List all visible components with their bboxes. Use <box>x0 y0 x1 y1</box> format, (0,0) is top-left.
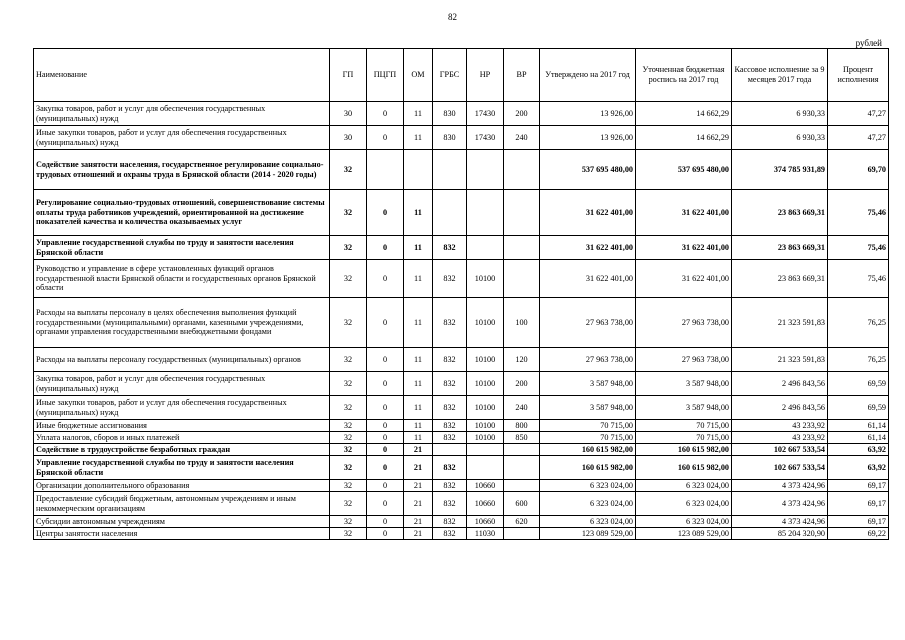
cell-grbs: 830 <box>433 102 467 126</box>
cell-om: 11 <box>404 420 433 432</box>
cell-refined: 70 715,00 <box>636 420 732 432</box>
cell-percent: 76,25 <box>828 298 889 348</box>
cell-gp: 32 <box>330 516 367 528</box>
cell-percent: 69,22 <box>828 528 889 540</box>
cell-gp: 32 <box>330 236 367 260</box>
cell-refined: 123 089 529,00 <box>636 528 732 540</box>
table-row <box>34 126 889 150</box>
table-row <box>34 348 889 372</box>
cell-grbs: 832 <box>433 396 467 420</box>
cell-pcgp: 0 <box>367 480 404 492</box>
table-header-row <box>34 49 889 102</box>
cell-percent: 61,14 <box>828 420 889 432</box>
cell-om: 21 <box>404 516 433 528</box>
cell-name: Содействие занятости населения, государственное регулирование социально-трудовых отношений и охраны труда в Брянской области (2014 - 2020 годы) <box>34 150 330 190</box>
cell-approved: 31 622 401,00 <box>540 236 636 260</box>
cell-gp: 30 <box>330 102 367 126</box>
cell-approved: 537 695 480,00 <box>540 150 636 190</box>
column-header: Уточненная бюджетная роспись на 2017 год <box>636 49 732 102</box>
cell-refined: 31 622 401,00 <box>636 260 732 298</box>
cell-pcgp: 0 <box>367 126 404 150</box>
cell-name: Расходы на выплаты персоналу государственных (муниципальных) органов <box>34 348 330 372</box>
cell-gp: 32 <box>330 150 367 190</box>
cell-name: Закупка товаров, работ и услуг для обеспечения государственных (муниципальных) нужд <box>34 102 330 126</box>
cell-percent: 69,59 <box>828 372 889 396</box>
cell-cash: 21 323 591,83 <box>732 298 828 348</box>
cell-grbs <box>433 444 467 456</box>
cell-vr <box>504 480 540 492</box>
cell-nr: 10100 <box>467 432 504 444</box>
cell-nr: 11030 <box>467 528 504 540</box>
cell-vr: 200 <box>504 372 540 396</box>
cell-grbs <box>433 150 467 190</box>
cell-nr: 17430 <box>467 102 504 126</box>
cell-approved: 3 587 948,00 <box>540 372 636 396</box>
cell-percent: 76,25 <box>828 348 889 372</box>
cell-vr: 600 <box>504 492 540 516</box>
cell-om: 11 <box>404 372 433 396</box>
cell-name: Расходы на выплаты персоналу в целях обеспечения выполнения функций государственными (муниципальными) органами, казенными учреждениями, органами управления государственными внебюджетными фондами <box>34 298 330 348</box>
cell-cash: 4 373 424,96 <box>732 480 828 492</box>
cell-vr: 120 <box>504 348 540 372</box>
cell-vr: 100 <box>504 298 540 348</box>
cell-grbs: 832 <box>433 298 467 348</box>
cell-pcgp: 0 <box>367 528 404 540</box>
cell-cash: 85 204 320,90 <box>732 528 828 540</box>
column-header: ГП <box>330 49 367 102</box>
cell-approved: 6 323 024,00 <box>540 516 636 528</box>
cell-om: 21 <box>404 456 433 480</box>
cell-refined: 31 622 401,00 <box>636 236 732 260</box>
cell-nr: 10100 <box>467 396 504 420</box>
column-header: Наименование <box>34 49 330 102</box>
cell-approved: 3 587 948,00 <box>540 396 636 420</box>
column-header: ПЦГП <box>367 49 404 102</box>
budget-table <box>33 48 889 540</box>
cell-grbs: 832 <box>433 432 467 444</box>
cell-approved: 70 715,00 <box>540 420 636 432</box>
table-row <box>34 528 889 540</box>
cell-refined: 6 323 024,00 <box>636 492 732 516</box>
cell-cash: 2 496 843,56 <box>732 372 828 396</box>
cell-approved: 31 622 401,00 <box>540 190 636 236</box>
cell-refined: 160 615 982,00 <box>636 444 732 456</box>
table-row <box>34 372 889 396</box>
cell-om: 11 <box>404 126 433 150</box>
cell-nr <box>467 456 504 480</box>
cell-nr <box>467 236 504 260</box>
cell-nr: 10100 <box>467 260 504 298</box>
cell-name: Руководство и управление в сфере установленных функций органов государственной власти Брянской области и государственных органов Брянской области <box>34 260 330 298</box>
cell-nr: 10660 <box>467 516 504 528</box>
cell-grbs: 830 <box>433 126 467 150</box>
table-row <box>34 420 889 432</box>
table-row <box>34 456 889 480</box>
table-row <box>34 102 889 126</box>
cell-om: 21 <box>404 492 433 516</box>
cell-refined: 160 615 982,00 <box>636 456 732 480</box>
cell-gp: 32 <box>330 348 367 372</box>
cell-percent: 63,92 <box>828 444 889 456</box>
cell-gp: 30 <box>330 126 367 150</box>
cell-gp: 32 <box>330 372 367 396</box>
cell-name: Управление государственной службы по труду и занятости населения Брянской области <box>34 456 330 480</box>
cell-cash: 2 496 843,56 <box>732 396 828 420</box>
cell-percent: 75,46 <box>828 236 889 260</box>
cell-approved: 27 963 738,00 <box>540 298 636 348</box>
cell-cash: 23 863 669,31 <box>732 236 828 260</box>
cell-pcgp: 0 <box>367 102 404 126</box>
table-row <box>34 432 889 444</box>
cell-percent: 69,70 <box>828 150 889 190</box>
column-header: НР <box>467 49 504 102</box>
column-header: ОМ <box>404 49 433 102</box>
cell-grbs: 832 <box>433 480 467 492</box>
cell-vr <box>504 260 540 298</box>
cell-gp: 32 <box>330 492 367 516</box>
cell-grbs <box>433 190 467 236</box>
cell-vr: 800 <box>504 420 540 432</box>
cell-nr: 10100 <box>467 372 504 396</box>
cell-refined: 27 963 738,00 <box>636 348 732 372</box>
cell-om: 11 <box>404 396 433 420</box>
table-body <box>34 102 889 540</box>
cell-om: 11 <box>404 236 433 260</box>
cell-refined: 27 963 738,00 <box>636 298 732 348</box>
column-header: ВР <box>504 49 540 102</box>
cell-cash: 6 930,33 <box>732 126 828 150</box>
cell-percent: 47,27 <box>828 102 889 126</box>
cell-approved: 6 323 024,00 <box>540 492 636 516</box>
cell-vr: 850 <box>504 432 540 444</box>
cell-pcgp: 0 <box>367 420 404 432</box>
table-row <box>34 260 889 298</box>
table-row <box>34 236 889 260</box>
table-row <box>34 396 889 420</box>
cell-percent: 61,14 <box>828 432 889 444</box>
table-row <box>34 492 889 516</box>
column-header: ГРБС <box>433 49 467 102</box>
cell-gp: 32 <box>330 260 367 298</box>
cell-pcgp: 0 <box>367 492 404 516</box>
cell-gp: 32 <box>330 298 367 348</box>
cell-cash: 23 863 669,31 <box>732 260 828 298</box>
cell-cash: 4 373 424,96 <box>732 516 828 528</box>
cell-approved: 70 715,00 <box>540 432 636 444</box>
cell-pcgp: 0 <box>367 260 404 298</box>
cell-gp: 32 <box>330 432 367 444</box>
cell-vr: 620 <box>504 516 540 528</box>
cell-refined: 14 662,29 <box>636 102 732 126</box>
table-row <box>34 150 889 190</box>
cell-pcgp: 0 <box>367 396 404 420</box>
cell-om: 11 <box>404 102 433 126</box>
cell-gp: 32 <box>330 456 367 480</box>
cell-percent: 69,17 <box>828 516 889 528</box>
cell-vr <box>504 528 540 540</box>
cell-refined: 70 715,00 <box>636 432 732 444</box>
cell-name: Управление государственной службы по труду и занятости населения Брянской области <box>34 236 330 260</box>
cell-nr: 10660 <box>467 492 504 516</box>
cell-pcgp: 0 <box>367 372 404 396</box>
cell-vr <box>504 444 540 456</box>
table-row <box>34 190 889 236</box>
cell-nr: 10100 <box>467 348 504 372</box>
cell-pcgp: 0 <box>367 236 404 260</box>
cell-pcgp: 0 <box>367 516 404 528</box>
cell-cash: 6 930,33 <box>732 102 828 126</box>
cell-om: 11 <box>404 348 433 372</box>
cell-om: 21 <box>404 480 433 492</box>
cell-om: 21 <box>404 528 433 540</box>
cell-approved: 27 963 738,00 <box>540 348 636 372</box>
cell-name: Иные закупки товаров, работ и услуг для обеспечения государственных (муниципальных) нужд <box>34 396 330 420</box>
cell-nr <box>467 150 504 190</box>
cell-refined: 537 695 480,00 <box>636 150 732 190</box>
cell-gp: 32 <box>330 528 367 540</box>
cell-vr: 200 <box>504 102 540 126</box>
column-header: Процент исполнения <box>828 49 889 102</box>
cell-name: Закупка товаров, работ и услуг для обеспечения государственных (муниципальных) нужд <box>34 372 330 396</box>
table-row <box>34 516 889 528</box>
units-label: рублей <box>855 38 882 48</box>
cell-nr: 10100 <box>467 298 504 348</box>
cell-refined: 3 587 948,00 <box>636 372 732 396</box>
cell-grbs: 832 <box>433 420 467 432</box>
cell-pcgp: 0 <box>367 432 404 444</box>
cell-nr: 10100 <box>467 420 504 432</box>
cell-om: 11 <box>404 432 433 444</box>
cell-gp: 32 <box>330 420 367 432</box>
cell-pcgp: 0 <box>367 456 404 480</box>
cell-cash: 102 667 533,54 <box>732 444 828 456</box>
cell-vr <box>504 150 540 190</box>
column-header: Утверждено на 2017 год <box>540 49 636 102</box>
cell-pcgp: 0 <box>367 298 404 348</box>
cell-refined: 31 622 401,00 <box>636 190 732 236</box>
cell-approved: 31 622 401,00 <box>540 260 636 298</box>
cell-percent: 69,17 <box>828 492 889 516</box>
cell-name: Субсидии автономным учреждениям <box>34 516 330 528</box>
column-header: Кассовое исполнение за 9 месяцев 2017 года <box>732 49 828 102</box>
cell-pcgp: 0 <box>367 348 404 372</box>
cell-percent: 75,46 <box>828 260 889 298</box>
cell-vr: 240 <box>504 126 540 150</box>
cell-percent: 69,17 <box>828 480 889 492</box>
cell-cash: 4 373 424,96 <box>732 492 828 516</box>
cell-name: Организации дополнительного образования <box>34 480 330 492</box>
page-number: 82 <box>448 12 457 22</box>
cell-approved: 160 615 982,00 <box>540 444 636 456</box>
cell-grbs: 832 <box>433 456 467 480</box>
cell-vr <box>504 456 540 480</box>
cell-pcgp: 0 <box>367 444 404 456</box>
cell-name: Содействие в трудоустройстве безработных граждан <box>34 444 330 456</box>
cell-pcgp <box>367 150 404 190</box>
cell-nr <box>467 444 504 456</box>
cell-nr: 17430 <box>467 126 504 150</box>
cell-approved: 123 089 529,00 <box>540 528 636 540</box>
cell-om: 11 <box>404 190 433 236</box>
cell-percent: 63,92 <box>828 456 889 480</box>
cell-cash: 102 667 533,54 <box>732 456 828 480</box>
cell-name: Предоставление субсидий бюджетным, автономным учреждениям и иным некоммерческим организациям <box>34 492 330 516</box>
table-row <box>34 298 889 348</box>
cell-grbs: 832 <box>433 492 467 516</box>
table-row <box>34 480 889 492</box>
cell-cash: 43 233,92 <box>732 420 828 432</box>
cell-name: Центры занятости населения <box>34 528 330 540</box>
cell-grbs: 832 <box>433 528 467 540</box>
cell-percent: 47,27 <box>828 126 889 150</box>
cell-om: 21 <box>404 444 433 456</box>
cell-approved: 13 926,00 <box>540 126 636 150</box>
cell-approved: 6 323 024,00 <box>540 480 636 492</box>
cell-om: 11 <box>404 260 433 298</box>
cell-refined: 3 587 948,00 <box>636 396 732 420</box>
cell-gp: 32 <box>330 480 367 492</box>
cell-name: Регулирование социально-трудовых отношений, совершенствование системы оплаты труда работников учреждений, ориентированной на достижение показателей качества и количества оказываемых услуг <box>34 190 330 236</box>
cell-approved: 160 615 982,00 <box>540 456 636 480</box>
cell-om <box>404 150 433 190</box>
cell-cash: 43 233,92 <box>732 432 828 444</box>
cell-name: Иные бюджетные ассигнования <box>34 420 330 432</box>
cell-grbs: 832 <box>433 372 467 396</box>
cell-vr <box>504 190 540 236</box>
cell-approved: 13 926,00 <box>540 102 636 126</box>
cell-name: Уплата налогов, сборов и иных платежей <box>34 432 330 444</box>
cell-percent: 75,46 <box>828 190 889 236</box>
cell-grbs: 832 <box>433 236 467 260</box>
cell-grbs: 832 <box>433 348 467 372</box>
cell-refined: 6 323 024,00 <box>636 480 732 492</box>
cell-om: 11 <box>404 298 433 348</box>
cell-cash: 21 323 591,83 <box>732 348 828 372</box>
cell-percent: 69,59 <box>828 396 889 420</box>
cell-gp: 32 <box>330 190 367 236</box>
cell-vr <box>504 236 540 260</box>
cell-refined: 6 323 024,00 <box>636 516 732 528</box>
cell-gp: 32 <box>330 444 367 456</box>
cell-refined: 14 662,29 <box>636 126 732 150</box>
cell-cash: 23 863 669,31 <box>732 190 828 236</box>
cell-vr: 240 <box>504 396 540 420</box>
table-row <box>34 444 889 456</box>
cell-grbs: 832 <box>433 260 467 298</box>
cell-nr: 10660 <box>467 480 504 492</box>
cell-gp: 32 <box>330 396 367 420</box>
cell-nr <box>467 190 504 236</box>
cell-name: Иные закупки товаров, работ и услуг для обеспечения государственных (муниципальных) нужд <box>34 126 330 150</box>
cell-pcgp: 0 <box>367 190 404 236</box>
cell-cash: 374 785 931,89 <box>732 150 828 190</box>
cell-grbs: 832 <box>433 516 467 528</box>
